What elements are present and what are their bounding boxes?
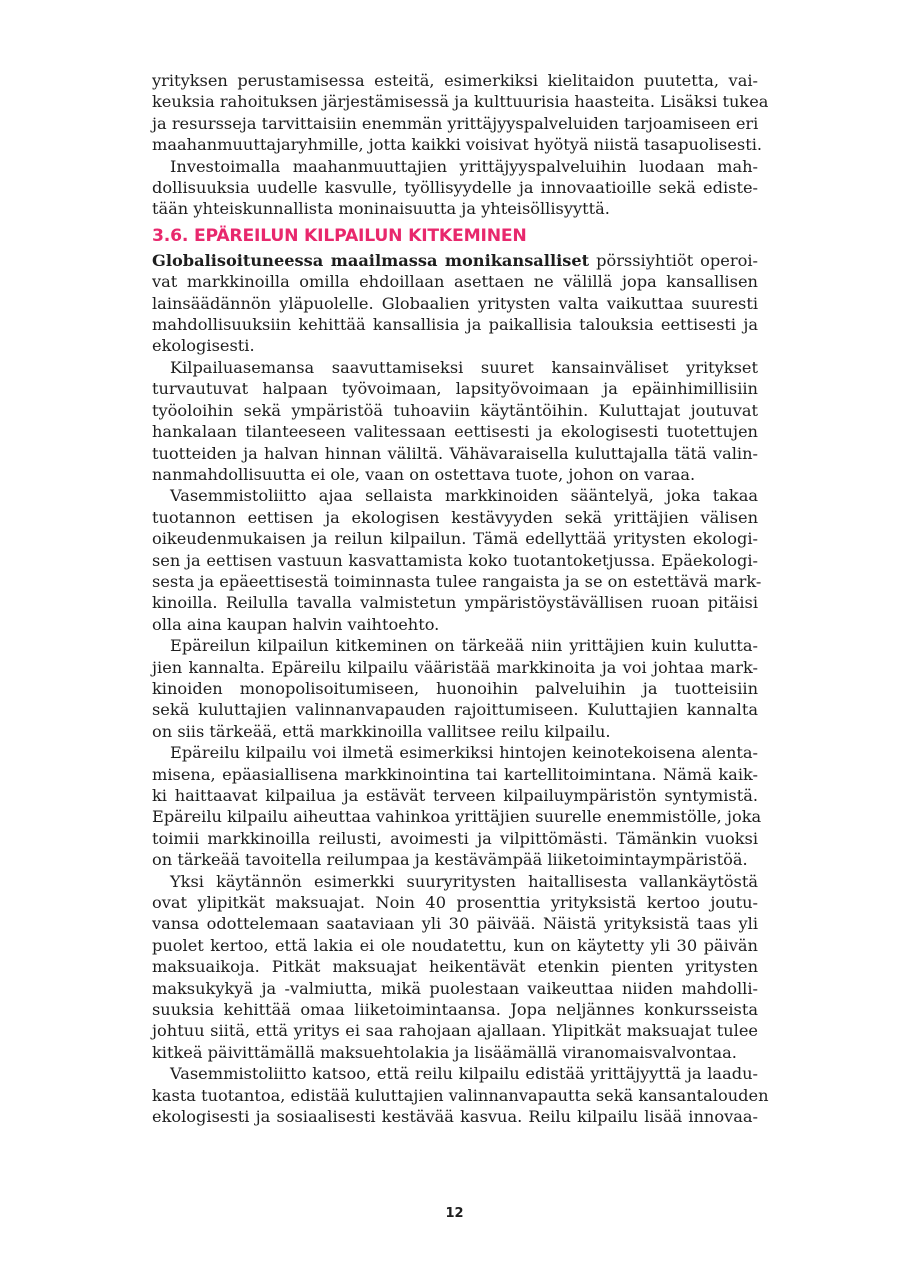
intro-text	[152, 70, 769, 220]
text-line: ovat ylipitkät maksuajat. Noin 40 prosenttia yrityksistä kertoo joutu-	[152, 893, 758, 913]
body-text	[152, 357, 769, 1128]
text-line: ja resursseja tarvittaisiin enemmän yrittäjyyspalveluiden tarjoamiseen eri	[152, 113, 759, 133]
section-heading: 3.6. EPÄREILUN KILPAILUN KITKEMINEN	[152, 225, 527, 246]
text-line: mahdollisuuksiin kehittää kansallisia ja paikallisia talouksia eettisesti ja	[152, 315, 758, 335]
text-line: on tärkeää tavoitella reilumpaa ja kestävämpää liiketoimintaympäristöä.	[152, 850, 748, 870]
paragraph	[152, 156, 758, 220]
text-line: lainsäädännön yläpuolelle. Globaalien yritysten valta vaikuttaa suuresti	[152, 293, 758, 313]
text-line: Yksi käytännön esimerkki suuryritysten haitallisesta vallankäytöstä	[170, 871, 758, 891]
paragraph	[152, 742, 762, 870]
text-line: Vasemmistoliitto ajaa sellaista markkinoiden sääntelyä, joka takaa	[170, 486, 758, 506]
text-line: sen ja eettisen vastuun kasvattamista koko tuotantoketjussa. Epäekologi-	[152, 550, 758, 570]
text-line: kitkeä päivittämällä maksuehtolakia ja lisäämällä viranomaisvalvontaa.	[152, 1042, 737, 1062]
text-line: maahanmuuttajaryhmille, jotta kaikki voisivat hyötyä niistä tasapuolisesti.	[152, 135, 763, 155]
page-number: 12	[445, 1206, 464, 1221]
text-line: puolet kertoo, että lakia ei ole noudatettu, kun on käytetty yli 30 päivän	[152, 935, 758, 955]
text-line: Epäreilu kilpailu aiheuttaa vahinkoa yrittäjien suurelle enemmistölle, joka	[152, 807, 762, 827]
paragraph	[152, 1063, 769, 1127]
text-line: vansa odottelemaan saataviaan yli 30 päivää. Näistä yrityksistä taas yli	[152, 914, 758, 934]
paragraph	[152, 357, 758, 485]
lead-first-line-rest: pörssiyhtiöt operoi-	[589, 250, 758, 270]
text-line: olla aina kaupan halvin vaihtoehto.	[152, 614, 440, 634]
text-line: ki haittaavat kilpailua ja estävät terveen kilpailuympäristön syntymistä.	[152, 786, 758, 805]
text-line: Kilpailuasemansa saavuttamiseksi suuret kansainväliset yritykset	[170, 357, 758, 377]
text-line: ekologisesti.	[152, 336, 255, 356]
text-line: kinoilla. Reilulla tavalla valmistetun ympäristöystävällisen ruoan pitäisi	[152, 593, 758, 613]
text-line: Vasemmistoliitto katsoo, että reilu kilpailu edistää yrittäjyyttä ja laadu-	[170, 1064, 758, 1084]
text-line: toimii markkinoilla reilusti, avoimesti ja vilpittömästi. Tämänkin vuoksi	[152, 828, 758, 848]
paragraph	[152, 70, 769, 156]
text-line: turvautuvat halpaan työvoimaan, lapsityövoimaan ja epäinhimillisiin	[152, 379, 758, 399]
text-line: misena, epäasiallisena markkinointina tai kartellitoimintana. Nämä kaik-	[152, 764, 758, 784]
paragraph	[152, 871, 758, 1064]
text-line: nanmahdollisuutta ei ole, vaan on ostettava tuote, johon on varaa.	[152, 464, 696, 484]
text-line: on siis tärkeää, että markkinoilla vallitsee reilu kilpailu.	[152, 721, 611, 741]
text-line: Epäreilu kilpailu voi ilmetä esimerkiksi hintojen keinotekoisena alenta-	[170, 743, 758, 763]
text-line: sesta ja epäeettisestä toiminnasta tulee rangaista ja se on estettävä mark-	[152, 571, 762, 591]
text-line: sekä kuluttajien valinnanvapauden rajoittumiseen. Kuluttajien kannalta	[152, 700, 758, 720]
text-line: Investoimalla maahanmuuttajien yrittäjyyspalveluihin luodaan mah-	[170, 156, 758, 176]
paragraph	[152, 635, 758, 742]
text-line: tään yhteiskunnallista moninaisuutta ja yhteisöllisyyttä.	[152, 199, 610, 219]
text-line: vat markkinoilla omilla ehdoillaan asettaen ne välillä jopa kansallisen	[152, 272, 758, 292]
text-line: tuotannon eettisen ja ekologisen kestävyyden sekä yrittäjien välisen	[152, 507, 758, 527]
text-line: keuksia rahoituksen järjestämisessä ja kulttuurisia haasteita. Lisäksi tukea	[152, 92, 769, 112]
lead-bold-text: Globalisoituneessa maailmassa monikansalliset	[152, 250, 590, 270]
text-line: johtuu siitä, että yritys ei saa rahojaan ajallaan. Ylipitkät maksuajat tulee	[152, 1021, 758, 1041]
lead-paragraph	[152, 250, 758, 357]
text-line: yrityksen perustamisessa esteitä, esimerkiksi kielitaidon puutetta, vai-	[152, 71, 758, 90]
text-line: suuksia kehittää omaa liiketoimintaansa. Jopa neljännes konkursseista	[152, 1000, 758, 1020]
text-line: kinoiden monopolisoitumiseen, huonoihin palveluihin ja tuotteisiin	[152, 678, 758, 698]
text-line: maksukykyä ja -valmiutta, mikä puolestaan vaikeuttaa niiden mahdolli-	[152, 978, 758, 998]
text-line: maksuaikoja. Pitkät maksuajat heikentävät etenkin pienten yritysten	[152, 957, 758, 977]
text-line: kasta tuotantoa, edistää kuluttajien valinnanvapautta sekä kansantalouden	[152, 1085, 769, 1105]
text-line: Epäreilun kilpailun kitkeminen on tärkeää niin yrittäjien kuin kulutta-	[170, 636, 758, 656]
text-line: ekologisesti ja sosiaalisesti kestävää kasvua. Reilu kilpailu lisää innovaa-	[152, 1107, 758, 1127]
text-line: oikeudenmukaisen ja reilun kilpailun. Tämä edellyttää yritysten ekologi-	[152, 529, 758, 549]
text-line: tuotteiden ja halvan hinnan väliltä. Vähävaraisella kuluttajalla tätä valin-	[152, 443, 758, 463]
text-line: hankalaan tilanteeseen valitessaan eettisesti ja ekologisesti tuotettujen	[152, 422, 758, 442]
lead-first-line	[152, 250, 758, 271]
text-line: työoloihin sekä ympäristöä tuhoaviin käytäntöihin. Kuluttajat joutuvat	[152, 400, 758, 420]
paragraph	[152, 485, 762, 635]
text-line: dollisuuksia uudelle kasvulle, työllisyydelle ja innovaatioille sekä ediste-	[152, 178, 758, 198]
document-page	[152, 70, 769, 1128]
text-line: jien kannalta. Epäreilu kilpailu vääristää markkinoita ja voi johtaa mark-	[152, 657, 758, 677]
